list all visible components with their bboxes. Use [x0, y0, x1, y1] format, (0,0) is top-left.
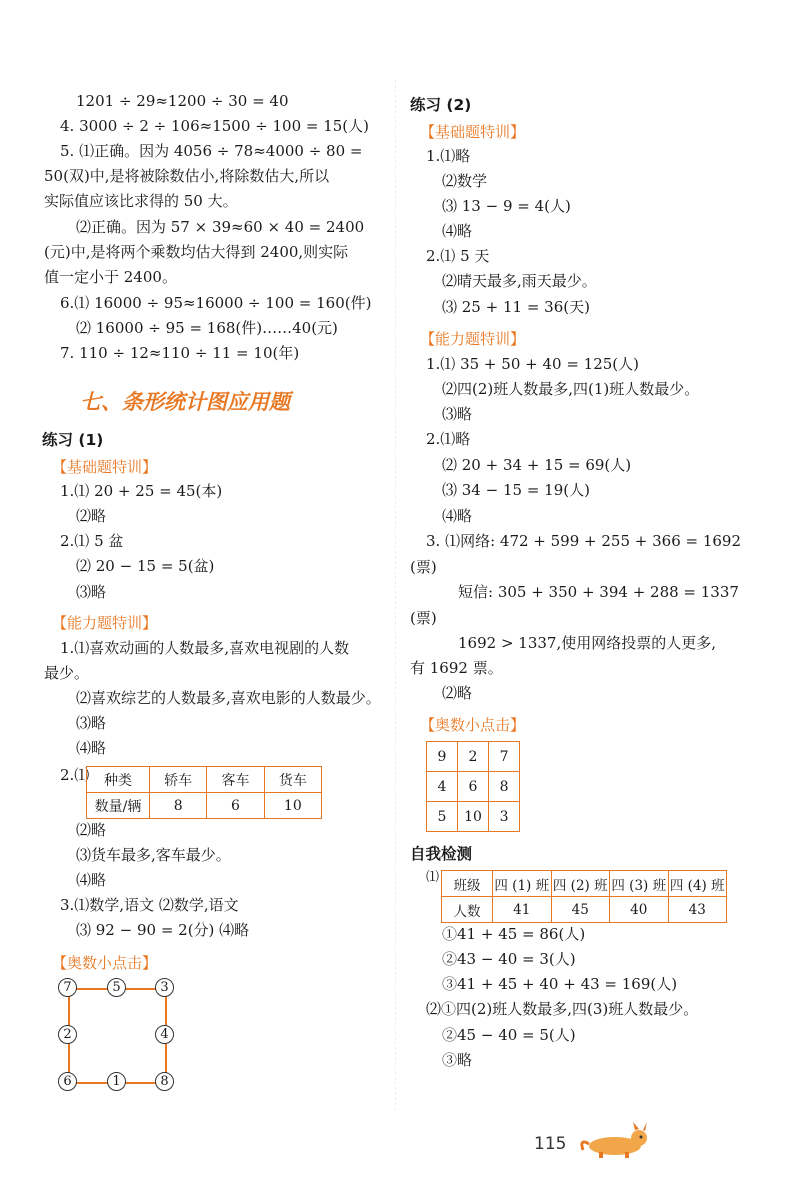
magic-square-cell: 8 [489, 772, 520, 802]
table-header-cell: 四 (4) 班 [668, 871, 727, 897]
basic-tag: 【基础题特训】 [52, 458, 158, 476]
text-line: 7. 110 ÷ 12≈110 ÷ 11 = 10(年) [60, 344, 300, 362]
text-line: ⑷略 [442, 222, 473, 240]
ring-number: 4 [155, 1025, 174, 1044]
question-label: 2.⑴ [60, 766, 90, 784]
text-line: ⑷略 [76, 871, 107, 889]
ring-number: 1 [107, 1072, 126, 1091]
ring-number: 5 [107, 978, 126, 997]
vehicle-table [86, 766, 322, 819]
table-header-cell: 轿车 [150, 767, 207, 793]
text-line: ①41 + 45 = 86(人) [442, 925, 586, 943]
column-divider [395, 80, 396, 1110]
text-line: 2.⑴ 5 盆 [60, 532, 124, 550]
table-header-cell: 种类 [87, 767, 150, 793]
magic-square-cell: 2 [457, 742, 488, 772]
question-label: ⑴ [426, 870, 440, 885]
ability-tag: 【能力题特训】 [52, 614, 158, 632]
text-line: 1.⑴ 35 + 50 + 40 = 125(人) [426, 355, 639, 373]
olympiad-tag: 【奥数小点击】 [52, 954, 158, 972]
table-cell: 40 [610, 897, 669, 923]
ring-number: 6 [58, 1072, 77, 1091]
text-line: 1692 > 1337,使用网络投票的人更多, [458, 634, 716, 652]
text-line: 3. ⑴网络: 472 + 599 + 255 + 366 = 1692 [426, 532, 742, 550]
text-line: 有 1692 票。 [410, 659, 503, 677]
text-line: ⑶ 34 − 15 = 19(人) [442, 481, 590, 499]
text-line: 值一定小于 2400。 [44, 268, 177, 286]
text-line: ②43 − 40 = 3(人) [442, 950, 576, 968]
table-cell: 43 [668, 897, 727, 923]
text-line: ③41 + 45 + 40 + 43 = 169(人) [442, 975, 678, 993]
class-table [441, 870, 727, 923]
text-line: ③略 [442, 1051, 473, 1069]
text-line: ⑵略 [76, 507, 107, 525]
ring-number: 3 [155, 978, 174, 997]
text-line: ⑵略 [76, 821, 107, 839]
table-cell: 数量/辆 [87, 793, 150, 819]
text-line: ⑶略 [76, 714, 107, 732]
magic-square-cell: 7 [489, 742, 520, 772]
ring-number: 7 [58, 978, 77, 997]
self-check-heading: 自我检测 [410, 845, 473, 863]
text-line: ⑵略 [442, 684, 473, 702]
text-line: ⑵喜欢综艺的人数最多,喜欢电影的人数最少。 [76, 689, 381, 707]
text-line: 5. ⑴正确。因为 4056 ÷ 78≈4000 ÷ 80 = [60, 142, 363, 160]
text-line: 2.⑴略 [426, 430, 471, 448]
text-line: 短信: 305 + 350 + 394 + 288 = 1337 [458, 583, 739, 601]
text-line: ⑶略 [76, 583, 107, 601]
table-header-cell: 班级 [442, 871, 493, 897]
olympiad-tag: 【奥数小点击】 [420, 716, 526, 734]
ring-number: 2 [58, 1025, 77, 1044]
ring-number: 8 [155, 1072, 174, 1091]
magic-square-cell: 4 [427, 772, 458, 802]
cartoon-animal-icon [575, 1120, 655, 1160]
table-cell: 6 [207, 793, 264, 819]
text-line: 实际值应该比求得的 50 大。 [44, 192, 238, 210]
text-line: ⑵ 16000 ÷ 95 = 168(件)……40(元) [76, 319, 338, 337]
table-header-cell: 四 (1) 班 [493, 871, 552, 897]
table-cell: 45 [551, 897, 610, 923]
text-line: 1201 ÷ 29≈1200 ÷ 30 = 40 [76, 92, 289, 110]
page-number: 115 [534, 1134, 567, 1154]
magic-square-cell: 9 [427, 742, 458, 772]
table-cell: 10 [264, 793, 321, 819]
basic-tag: 【基础题特训】 [420, 123, 526, 141]
text-line: ⑶ 25 + 11 = 36(天) [442, 298, 590, 316]
section-heading: 练习 (2) [410, 96, 472, 114]
ability-tag: 【能力题特训】 [420, 330, 526, 348]
table-cell: 8 [150, 793, 207, 819]
text-line: (元)中,是将两个乘数均估大得到 2400,则实际 [44, 243, 349, 261]
table-cell: 人数 [442, 897, 493, 923]
text-line: ⑵ 20 + 34 + 15 = 69(人) [442, 456, 632, 474]
text-line: ⑷略 [442, 507, 473, 525]
table-header-cell: 四 (2) 班 [551, 871, 610, 897]
text-line: 最少。 [44, 664, 90, 682]
text-line: ⑶ 92 − 90 = 2(分) ⑷略 [76, 921, 250, 939]
text-line: 1.⑴ 20 + 25 = 45(本) [60, 482, 223, 500]
table-header-cell: 客车 [207, 767, 264, 793]
text-line: ②45 − 40 = 5(人) [442, 1026, 576, 1044]
text-line: 2.⑴ 5 天 [426, 247, 490, 265]
magic-square [426, 741, 520, 832]
section-heading: 练习 (1) [42, 431, 104, 449]
text-line: ⑵①四(2)班人数最多,四(3)班人数最少。 [426, 1000, 699, 1018]
table-cell: 41 [493, 897, 552, 923]
text-line: ⑶ 13 − 9 = 4(人) [442, 197, 571, 215]
text-line: 50(双)中,是将被除数估小,将除数估大,所以 [44, 167, 330, 185]
magic-square-cell: 6 [457, 772, 488, 802]
magic-square-cell: 5 [427, 802, 458, 832]
text-line: ⑵四(2)班人数最多,四(1)班人数最少。 [442, 380, 700, 398]
text-line: ⑵晴天最多,雨天最少。 [442, 272, 597, 290]
text-line: 1.⑴略 [426, 147, 471, 165]
chapter-title: 七、条形统计图应用题 [80, 390, 290, 414]
table-header-cell: 四 (3) 班 [610, 871, 669, 897]
magic-square-cell: 10 [457, 802, 488, 832]
text-line: ⑷略 [76, 739, 107, 757]
magic-square-cell: 3 [489, 802, 520, 832]
text-line: 1.⑴喜欢动画的人数最多,喜欢电视剧的人数 [60, 639, 350, 657]
table-header-cell: 货车 [264, 767, 321, 793]
text-line: 4. 3000 ÷ 2 ÷ 106≈1500 ÷ 100 = 15(人) [60, 117, 370, 135]
text-line: ⑵正确。因为 57 × 39≈60 × 40 = 2400 [76, 218, 365, 236]
text-line: ⑵ 20 − 15 = 5(盆) [76, 557, 215, 575]
text-line: (票) [410, 609, 437, 627]
text-line: ⑵数学 [442, 172, 488, 190]
text-line: 3.⑴数学,语文 ⑵数学,语文 [60, 896, 239, 914]
text-line: ⑶略 [442, 405, 473, 423]
text-line: ⑶货车最多,客车最少。 [76, 846, 231, 864]
text-line: 6.⑴ 16000 ÷ 95≈16000 ÷ 100 = 160(件) [60, 294, 372, 312]
text-line: (票) [410, 558, 437, 576]
